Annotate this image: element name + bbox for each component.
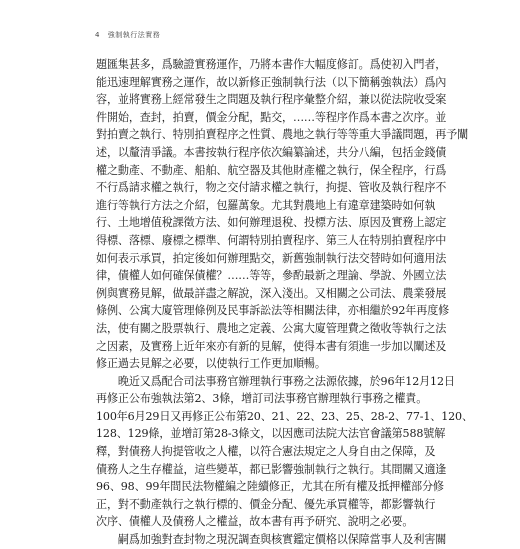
text-line: 次序、債權人及債務人之權益，故本書有再予研究、說明之必要。: [96, 515, 414, 529]
text-line: 128、129條，並增訂第28-3條文，以因應司法院大法官會議第588號解: [96, 427, 446, 441]
text-line: 述，以釐清爭議。本書按執行程序依次編纂論述，共分八編，包括金錢債: [96, 145, 447, 159]
page-number: 4: [95, 31, 100, 39]
text-line: 債務人之生存權益，這些變革，都已影響強制執行之執行。其間關又適逢: [96, 462, 447, 476]
text-line: 題匯集甚多，爲驗證實務運作，乃將本書作大幅度修訂。爲使初入門者，: [96, 58, 447, 71]
text-line: 100年6月29日又再修正公布第20、21、22、23、25、28-2、77-1、120、: [96, 409, 473, 423]
text-line: 正，對不動產執行之執行標的、價金分配、優先承買權等，都影響執行: [96, 497, 436, 511]
text-line: 件開始，查封，拍賣，價金分配，點交，……等程序作爲本書之次序。並: [96, 110, 447, 124]
body-text: [96, 56, 473, 549]
running-header: [95, 30, 160, 40]
text-line: 權之動產、不動產、船舶、航空器及其他財產權之執行，保全程序，行爲: [96, 163, 447, 177]
text-line: 再修正公布強執法第2、3條，增訂司法事務官辦理執行事務之權責。: [96, 392, 428, 406]
text-line: 如何表示承買，拍定後如何辦理點交，新舊強制執行法交替時如何適用法: [96, 251, 447, 265]
text-line: 行、土地增值稅課徵方法、如何辦理退稅、投標方法、原因及實務上認定: [96, 216, 447, 230]
text-line: 條例、公寓大廈管理條例及民事訴訟法等相關法律，亦相繼於92年再度修: [96, 304, 450, 318]
text-line: 嗣爲加強對查封物之現況調查與核實鑑定價格以保障當事人及利害關: [96, 533, 447, 547]
text-line: 例與實務見解，做最詳盡之解說，深入淺出。又相關之公司法、農業發展: [96, 286, 447, 300]
text-line: 之因素，及實務上近年來亦有新的見解，使得本書有須進一步加以闡述及: [96, 339, 447, 353]
text-line: 進行等執行方法之介紹，包羅萬象。尤其對農地上有違章建築時如何執: [96, 198, 436, 212]
text-line: 對拍賣之執行、特別拍賣程序之性質、農地之執行等等重大爭議問題，再予闡: [96, 128, 469, 142]
text-line: 不行爲請求權之執行，物之交付請求權之執行，拘提、管收及執行程序不: [96, 181, 447, 195]
book-title: 強制執行法實務: [107, 31, 161, 39]
text-line: 律，債權人如何確保債權？……等等，參酌最新之理論、學說、外國立法: [96, 269, 447, 283]
text-line: 得標、落標、廢標之標準、何謂特別拍賣程序、第三人在特別拍賣程序中: [96, 233, 447, 247]
text-line: 容，並將實務上經常發生之問題及執行程序彙整介紹，兼以從法院收受案: [96, 93, 447, 107]
text-line: 釋，對債務人拘提管收之人權，以符合憲法規定之人身自由之保障，及: [96, 445, 436, 459]
text-line: 法，使有關之股票執行、農地之定義、公寓大廈管理費之徵收等執行之法: [96, 321, 447, 335]
text-line: 96、98、99年間民法物權編之陸續修正，尤其在所有權及抵押權部分修: [96, 480, 444, 494]
text-line: 晚近又爲配合司法事務官辦理執行事務之法源依據，於96年12月12日: [96, 374, 455, 388]
text-line: 修正過去見解之必要，以使執行工作更加順暢。: [96, 357, 326, 371]
text-line: 能迅速理解實務之運作，故以新修正強制執行法（以下簡稱強執法）爲內: [96, 75, 447, 89]
